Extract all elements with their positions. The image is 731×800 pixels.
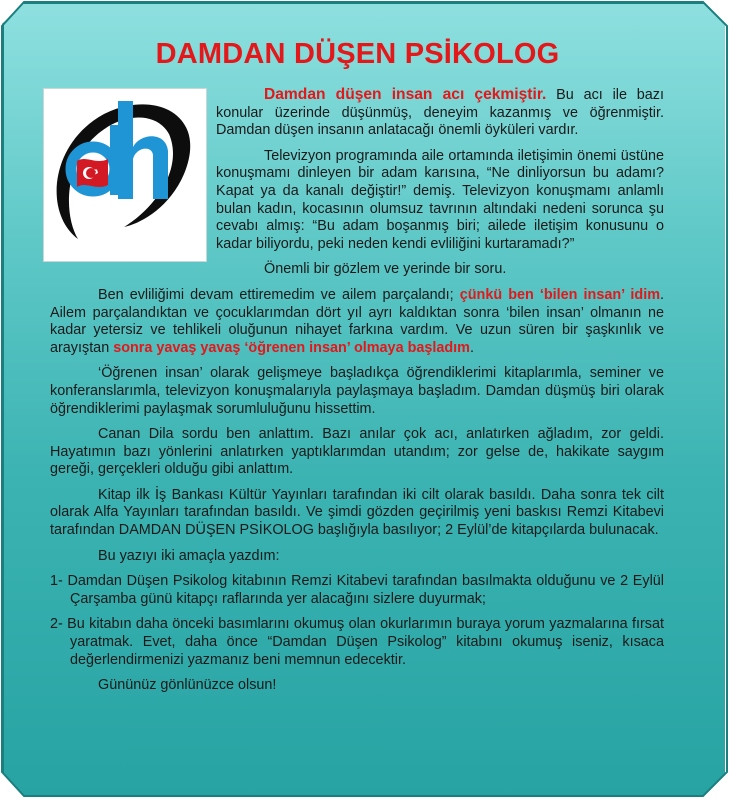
highlight-bilen-insan: çünkü ben ‘bilen insan’ idim xyxy=(459,286,660,303)
paragraph-purpose: Bu yazıyı iki amaçla yazdım: xyxy=(98,547,280,564)
list-item: 1- Damdan Düşen Psikolog kitabının Remzi Kitabevi tarafından basılmakta olduğunu ve 2 Eylül Çarşamba günü kitapçı raflarında yer alacağını sizlere duyurmak; xyxy=(50,573,664,607)
marriage-text-a: Ben evliliğimi devam ettiremedim ve ailem parçalandı; xyxy=(98,286,460,303)
list-item: 2- Bu kitabın daha önceki basımlarını okumuş olan okurlarımın buraya yorum yazmalarına fırsat yaratmak. Evet, daha önce “Damdan Düşen Psikolog” kitabını okumuş iseniz, kısaca değerlendirmenizi yazmanız beni memnun edecektir. xyxy=(50,616,664,668)
intro-lead: Damdan düşen insan acı çekmiştir. xyxy=(264,86,547,103)
paragraph-canan-dila: Canan Dila sordu ben anlattım. Bazı anılar çok acı, anlatırken ağladım, zor geldi. Hayatımın bazı yönlerini anlatırken yaptıklarımdan utandım; zor gelse de, hakikate saygım gereği, gerçekleri olduğu gibi anlattım. xyxy=(50,426,664,478)
logo-spacer xyxy=(50,86,216,268)
intro-rest: Bu acı ile bazı konular üzerinde düşünmüş, deneyim kazanmış ve öğrenmiştir. Damdan düşen insanın anlatacağı önemli öyküleri vardır. xyxy=(216,87,664,139)
page-title: DAMDAN DÜŞEN PSİKOLOG xyxy=(155,38,560,70)
marriage-text-b: . Ailem parçalandıktan ve çocuklarımdan dört yıl ayrı kaldıktan sonra ‘bilen insan’ olmanın ne kadar yetersiz ve tehlikeli oluğunun nihayet farkına vardım. Ve uzun süren bir şaşkınlık ve arayıştan xyxy=(50,286,664,356)
paragraph-marriage xyxy=(50,287,664,357)
purpose-list xyxy=(50,573,664,669)
paragraph-tv-story: Televizyon programında aile ortamında iletişimin önemi üstüne konuşmamı dinleyen bir adam karısına, “Ne dinliyorsun bu adamı? Kapat ya da kanalı değiştir!” demiş. Televizyon konuşmamı anlamlı bulan kadın, kocasının olumsuz tavrının altındaki nedeni sorunca şu cevabı almış: “Bu adam boşanmış biri; ailede iletişim konusunu o kadar biliyordu, peki neden kendi evliliğini kurtaramadı?” xyxy=(216,147,664,252)
paragraph-closing: Gününüz gönlünüzce olsun! xyxy=(98,677,277,694)
paragraph-publishing: Kitap ilk İş Bankası Kültür Yayınları tarafından iki cilt olarak basıldı. Daha sonra tek cilt olarak Alfa Yayınları tarafından basıldı. Ve şimdi gözden geçirilmiş yeni baskısı Remzi Kitabevi tarafından DAMDAN DÜŞEN PSİKOLOG başlığıyla basılıyor; 2 Eylül’de kitapçılarda bulunacak. xyxy=(50,486,664,539)
highlight-ogrenen-insan: sonra yavaş yavaş ‘öğrenen insan’ olmaya başladım xyxy=(113,339,470,356)
paragraph-observation: Önemli bir gözlem ve yerinde bir soru. xyxy=(264,261,507,278)
article-body xyxy=(50,86,664,703)
marriage-text-c: . xyxy=(469,339,474,356)
paragraph-sharing: ‘Öğrenen insan’ olarak gelişmeye başladıkça öğrendiklerimi kitaplarımla, seminer ve konferanslarımla, televizyon konuşmalarıyla paylaşmaya başladım. Damdan düşmüş biri olarak öğrendiklerimi paylaşmak sorumluluğunu hissettim. xyxy=(50,365,664,417)
